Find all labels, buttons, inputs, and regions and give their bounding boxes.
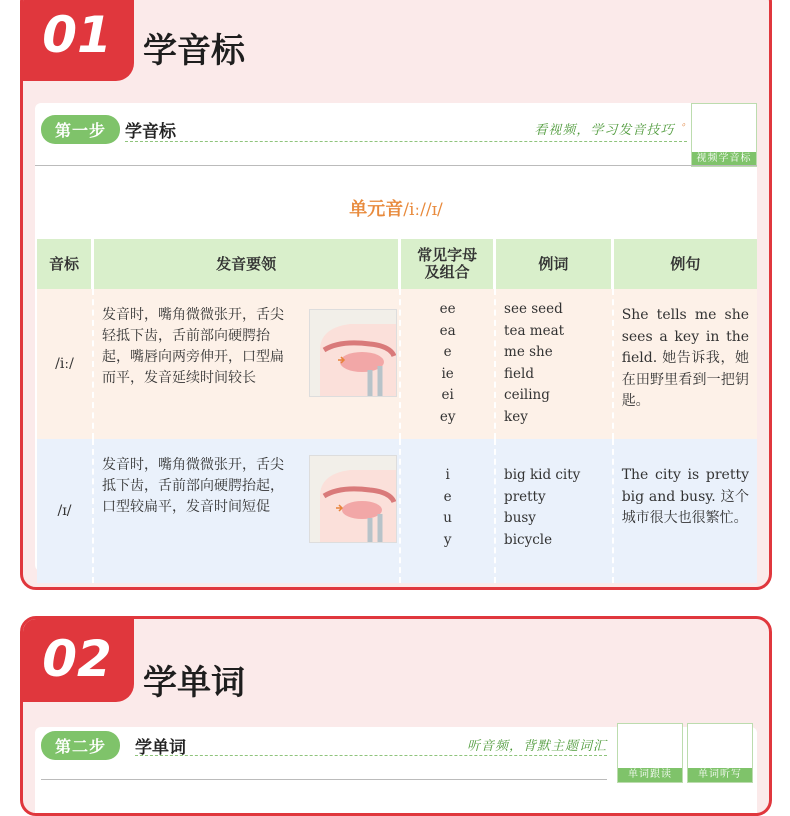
section-number-badge: 01 [20, 0, 134, 81]
step-underline [125, 141, 687, 142]
qr-caption: 单词跟读 [618, 768, 682, 782]
mouth-diagram-image [309, 309, 397, 397]
step-hint: 看视频，学习发音技巧 ﾟ [534, 123, 687, 138]
divider [41, 779, 607, 780]
section-title: 学单词 [143, 663, 245, 703]
table-row [37, 439, 757, 583]
example-words: big kid city pretty busy bicycle [496, 439, 614, 583]
content-panel [35, 103, 757, 571]
phonetic-symbol: /ɪ/ [37, 439, 94, 583]
section-learn-words [20, 616, 772, 816]
step-label: 学单词 [135, 738, 186, 758]
step-badge: 第二步 [41, 731, 120, 760]
header-symbol: 音标 [37, 239, 94, 289]
example-sentence: The city is pretty big and busy. 这个城市很大也很繁忙。 [614, 439, 757, 583]
example-words: see seed tea meat me she field ceiling key [496, 289, 614, 439]
step-badge: 第一步 [41, 115, 120, 144]
phonetic-symbol: /iː/ [37, 289, 94, 439]
letter-combinations: ee ea e ie ei ey [401, 289, 496, 439]
pronunciation-tips: 发音时，嘴角微微张开，舌尖轻抵下齿，舌前部向硬腭抬起，嘴唇向两旁伸开，口型扁而平，发音延续时间较长 [94, 289, 401, 439]
content-panel [35, 727, 757, 816]
header-sentence: 例句 [614, 239, 757, 289]
qr-code-video[interactable] [691, 103, 757, 167]
letter-combinations: i e u y [401, 439, 496, 583]
qr-code-dictation[interactable] [687, 723, 753, 783]
header-words: 例词 [496, 239, 614, 289]
section-title: 学音标 [143, 31, 245, 71]
table-title: 单元音/iː//ɪ/ [349, 199, 443, 220]
step-hint: 听音频，背默主题词汇 [466, 739, 607, 754]
qr-caption: 单词听写 [688, 768, 752, 782]
qr-caption: 视频学音标 [692, 152, 756, 166]
pronunciation-tips: 发音时，嘴角微微张开，舌尖抵下齿，舌前部向硬腭抬起，口型较扁平，发音时间短促 [94, 439, 401, 583]
section-number-badge: 02 [20, 616, 134, 702]
phonetics-table [37, 239, 757, 583]
section-learn-phonetics [20, 0, 772, 590]
table-row [37, 289, 757, 439]
mouth-diagram-image [309, 455, 397, 543]
step-underline [135, 755, 607, 756]
example-sentence: She tells me she sees a key in the field. 她告诉我，她在田野里看到一把钥匙。 [614, 289, 757, 439]
divider [35, 165, 757, 166]
step-label: 学音标 [125, 122, 176, 142]
header-letters: 常见字母 及组合 [401, 239, 496, 289]
qr-code-follow-read[interactable] [617, 723, 683, 783]
header-tips: 发音要领 [94, 239, 401, 289]
